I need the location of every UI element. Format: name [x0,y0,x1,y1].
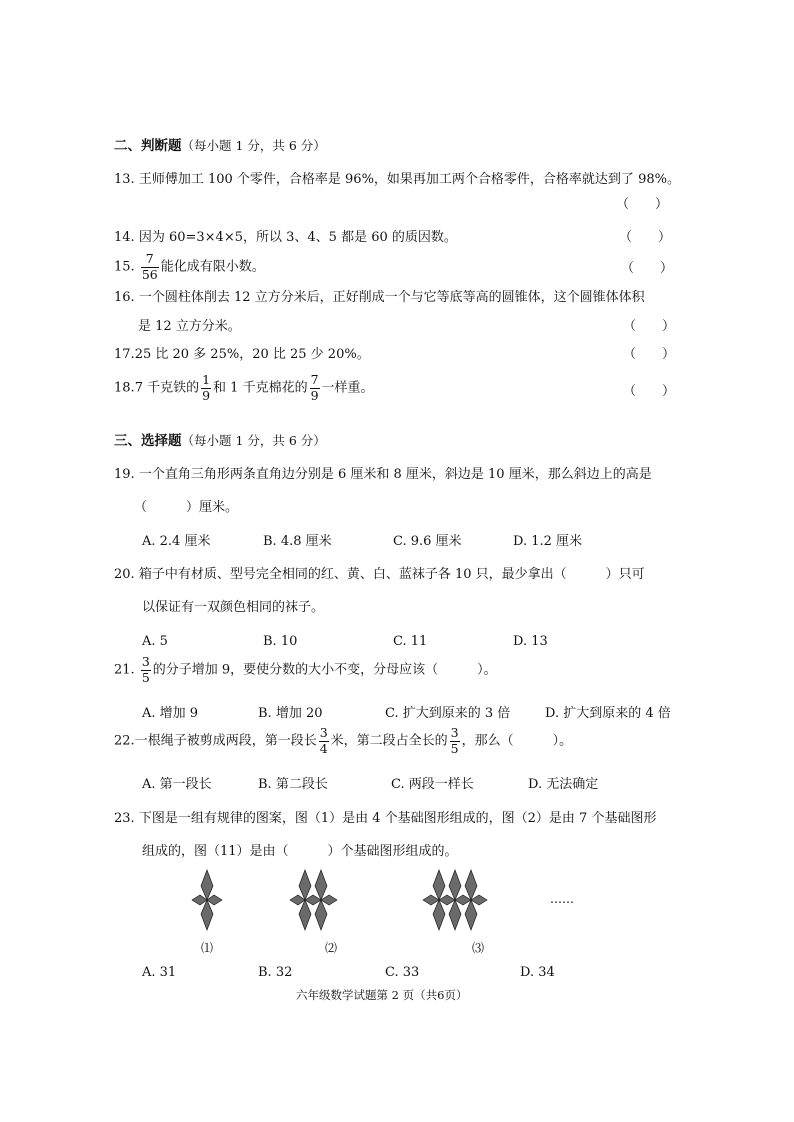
pattern-figure [180,860,580,960]
diamond-shape [299,900,311,930]
question-13: 13. 王师傅加工 100 个零件，合格率是 96%，如果再加工两个合格零件，合格率就达到了 98%。 [114,172,680,187]
diamond-shape [315,900,327,930]
diamond-shape [471,895,487,905]
question-21: 21. $\frac{3}{5}$ 的分子增加 9，要使分数的大小不变，分母应该（ ）。 [114,654,497,685]
figure-2 [290,870,337,930]
fraction-3-5-b: $\frac{3}{5}$ [450,725,459,756]
option-21-a[interactable]: A. 增加 9 [142,706,199,721]
diamond-shape [455,895,471,905]
figure-label-2: ⑵ [325,941,338,955]
option-23-d[interactable]: D. 34 [520,965,555,980]
option-22-c[interactable]: C. 两段一样长 [391,777,474,792]
option-19-d[interactable]: D. 1.2 厘米 [513,534,583,549]
question-20: 20. 箱子中有材质、型号完全相同的红、黄、白、蓝袜子各 10 只，最少拿出（ ）只可 [114,567,645,582]
option-22-d[interactable]: D. 无法确定 [528,777,599,792]
option-20-d[interactable]: D. 13 [513,634,548,649]
option-23-c[interactable]: C. 33 [385,965,420,980]
section3-title: 三、选择题（每小题 1 分，共 6 分） [114,433,326,449]
question-19-line2: （ ）厘米。 [134,500,239,515]
option-22-b[interactable]: B. 第二段长 [258,777,328,792]
diamond-shape [201,900,213,930]
answer-paren-13[interactable]: （ ） [616,197,669,212]
option-23-a[interactable]: A. 31 [142,965,177,980]
option-19-c[interactable]: C. 9.6 厘米 [393,534,462,549]
diamond-shape [465,900,477,930]
question-16: 16. 一个圆柱体削去 12 立方分米后，正好削成一个与它等底等高的圆锥体，这个圆锥体体积 [114,290,645,305]
diamond-shape [423,895,439,905]
section2-title: 二、判断题（每小题 1 分，共 6 分） [114,138,326,154]
pattern-ellipsis: …… [550,892,574,906]
diamond-shape [305,895,321,905]
question-20-line2: 以保证有一双颜色相同的袜子。 [142,600,325,615]
option-22-a[interactable]: A. 第一段长 [142,777,212,792]
figure-label-3: ⑶ [472,941,485,955]
diamond-shape [321,895,337,905]
diamond-shape [449,870,461,900]
answer-paren-14[interactable]: （ ） [619,230,672,245]
figure-label-1: ⑴ [201,941,214,955]
option-20-a[interactable]: A. 5 [142,634,168,649]
fraction-1-9: $\frac{1}{9}$ [202,372,211,403]
question-23: 23. 下图是一组有规律的图案，图（1）是由 4 个基础图形组成的，图（2）是由 7 个基础图形 [114,811,657,826]
diamond-shape [207,895,222,905]
question-14: 14. 因为 60=3×4×5，所以 3、4、5 都是 60 的质因数。 [114,230,457,245]
question-23-line2: 组成的，图（11）是由（ ）个基础图形组成的。 [142,844,458,859]
fraction-7-56: $\frac{7}{56}$ [141,251,158,282]
diamond-shape [465,870,477,900]
option-21-d[interactable]: D. 扩大到原来的 4 倍 [545,706,671,721]
diamond-shape [315,870,327,900]
fraction-3-4: $\frac{3}{4}$ [319,725,328,756]
diamond-shape [449,900,461,930]
fraction-3-5: $\frac{3}{5}$ [141,654,150,685]
diamond-shape [290,895,305,905]
option-23-b[interactable]: B. 32 [258,965,293,980]
diamond-shape [299,870,311,900]
figure-1 [192,870,222,930]
diamond-shape [192,895,207,905]
fraction-7-9: $\frac{7}{9}$ [310,372,319,403]
question-17: 17.25 比 20 多 25%，20 比 25 少 20%。 [114,347,370,362]
figure-3 [423,870,487,930]
question-22: 22.一根绳子被剪成两段，第一段长 $\frac{3}{4}$ 米，第二段占全长的 $\frac{3}{5}$ ，那么（ ）。 [114,725,573,756]
answer-paren-16[interactable]: （ ） [623,319,676,334]
option-21-c[interactable]: C. 扩大到原来的 3 倍 [385,706,511,721]
diamond-shape [439,895,455,905]
question-16-line2: 是 12 立方分米。 [138,319,241,334]
diamond-shape [201,870,213,900]
diamond-shape [433,870,445,900]
question-18: 18.7 千克铁的 $\frac{1}{9}$ 和 1 千克棉花的 $\frac{7}{9}$ 一样重。 [114,372,374,403]
option-19-b[interactable]: B. 4.8 厘米 [263,534,332,549]
page-footer: 六年级数学试题第 2 页（共6页） [296,988,468,1002]
option-20-b[interactable]: B. 10 [263,634,298,649]
answer-paren-15[interactable]: （ ） [621,261,674,276]
option-20-c[interactable]: C. 11 [393,634,428,649]
option-21-b[interactable]: B. 增加 20 [258,706,323,721]
diamond-shape [433,900,445,930]
answer-paren-17[interactable]: （ ） [623,347,676,362]
option-19-a[interactable]: A. 2.4 厘米 [142,534,211,549]
question-15: 15. $\frac{7}{56}$ 能化成有限小数。 [114,251,265,282]
answer-paren-18[interactable]: （ ） [623,384,676,399]
question-19: 19. 一个直角三角形两条直角边分别是 6 厘米和 8 厘米，斜边是 10 厘米，那么斜边上的高是 [114,467,652,482]
